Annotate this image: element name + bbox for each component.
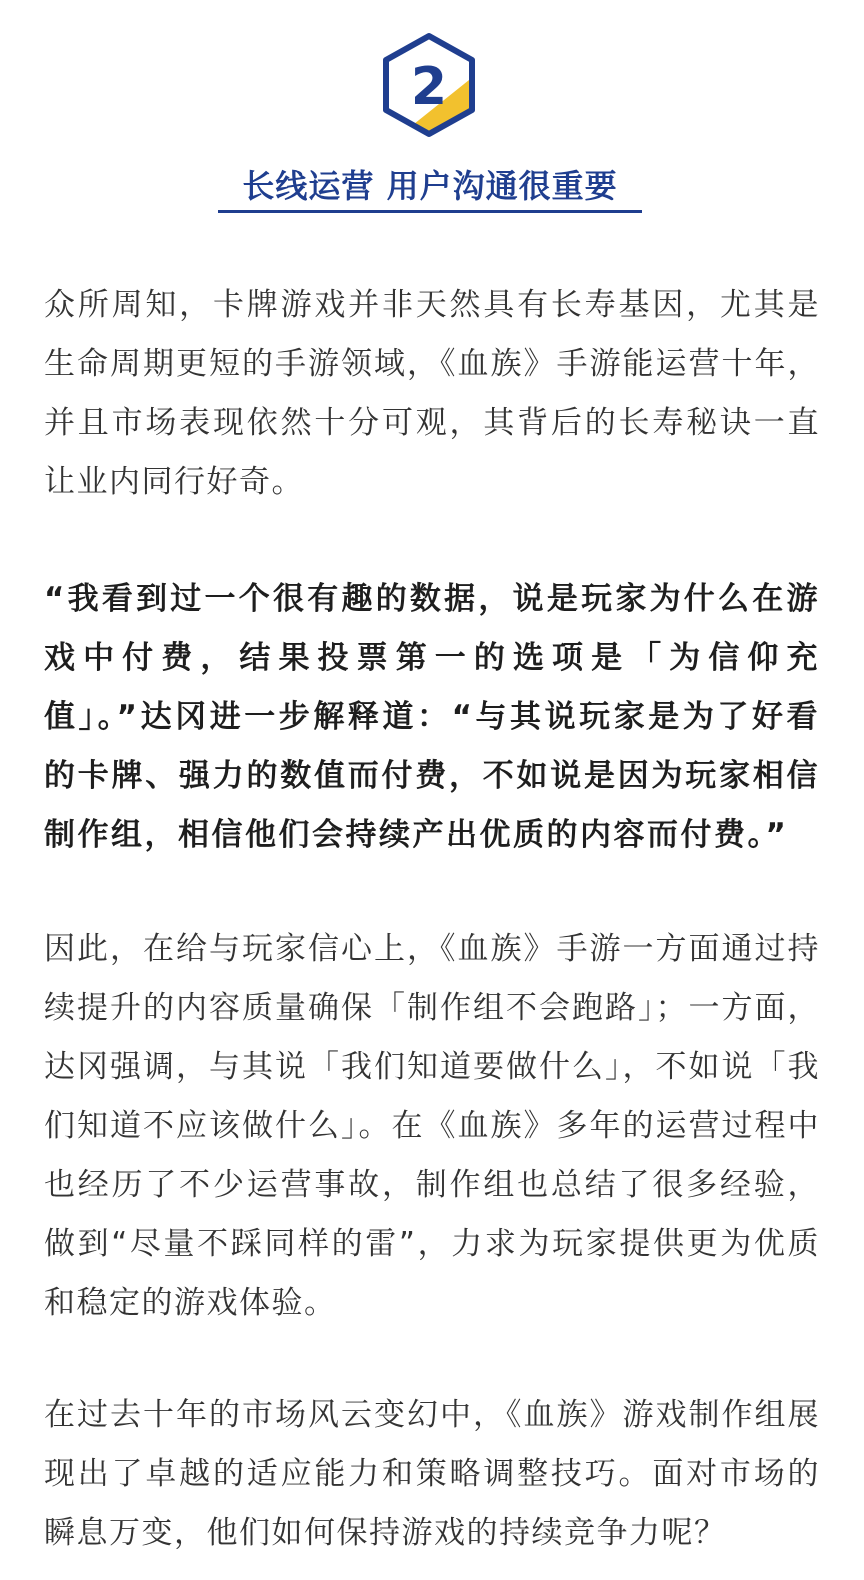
section-heading bbox=[218, 166, 642, 213]
paragraph-intro: 众所周知，卡牌游戏并非天然具有长寿基因，尤其是生命周期更短的手游领域，《血族》手游能运营十年，并且市场表现依然十分可观，其背后的长寿秘诀一直让业内同行好奇。 bbox=[44, 287, 820, 500]
paragraph-confidence: 因此，在给与玩家信心上，《血族》手游一方面通过持续提升的内容质量确保「制作组不会跑路」；一方面，达冈强调，与其说「我们知道要做什么」，不如说「我们知道不应该做什么」。在《血族》多年的运营过程中也经历了不少运营事故，制作组也总结了很多经验，做到“尽量不踩同样的雷”，力求为玩家提供更为优质和稳定的游戏体验。 bbox=[44, 931, 820, 1321]
heading-underline bbox=[218, 210, 642, 213]
badge-number: 2 bbox=[410, 57, 448, 117]
paragraph-adaptation: 在过去十年的市场风云变幻中，《血族》游戏制作组展现出了卓越的适应能力和策略调整技巧。面对市场的瞬息万变，他们如何保持游戏的持续竞争力呢？ bbox=[44, 1397, 820, 1551]
paragraph-quote: “我看到过一个很有趣的数据，说是玩家为什么在游戏中付费，结果投票第一的选项是「为信仰充值」。”达冈进一步解释道：“与其说玩家是为了好看的卡牌、强力的数值而付费，不如说是因为玩家相信制作组，相信他们会持续产出优质的内容而付费。” bbox=[44, 581, 820, 853]
section-number-badge bbox=[379, 30, 479, 140]
hexagon-badge-icon bbox=[379, 30, 479, 140]
section-heading-text: 长线运营 用户沟通很重要 bbox=[242, 167, 618, 205]
